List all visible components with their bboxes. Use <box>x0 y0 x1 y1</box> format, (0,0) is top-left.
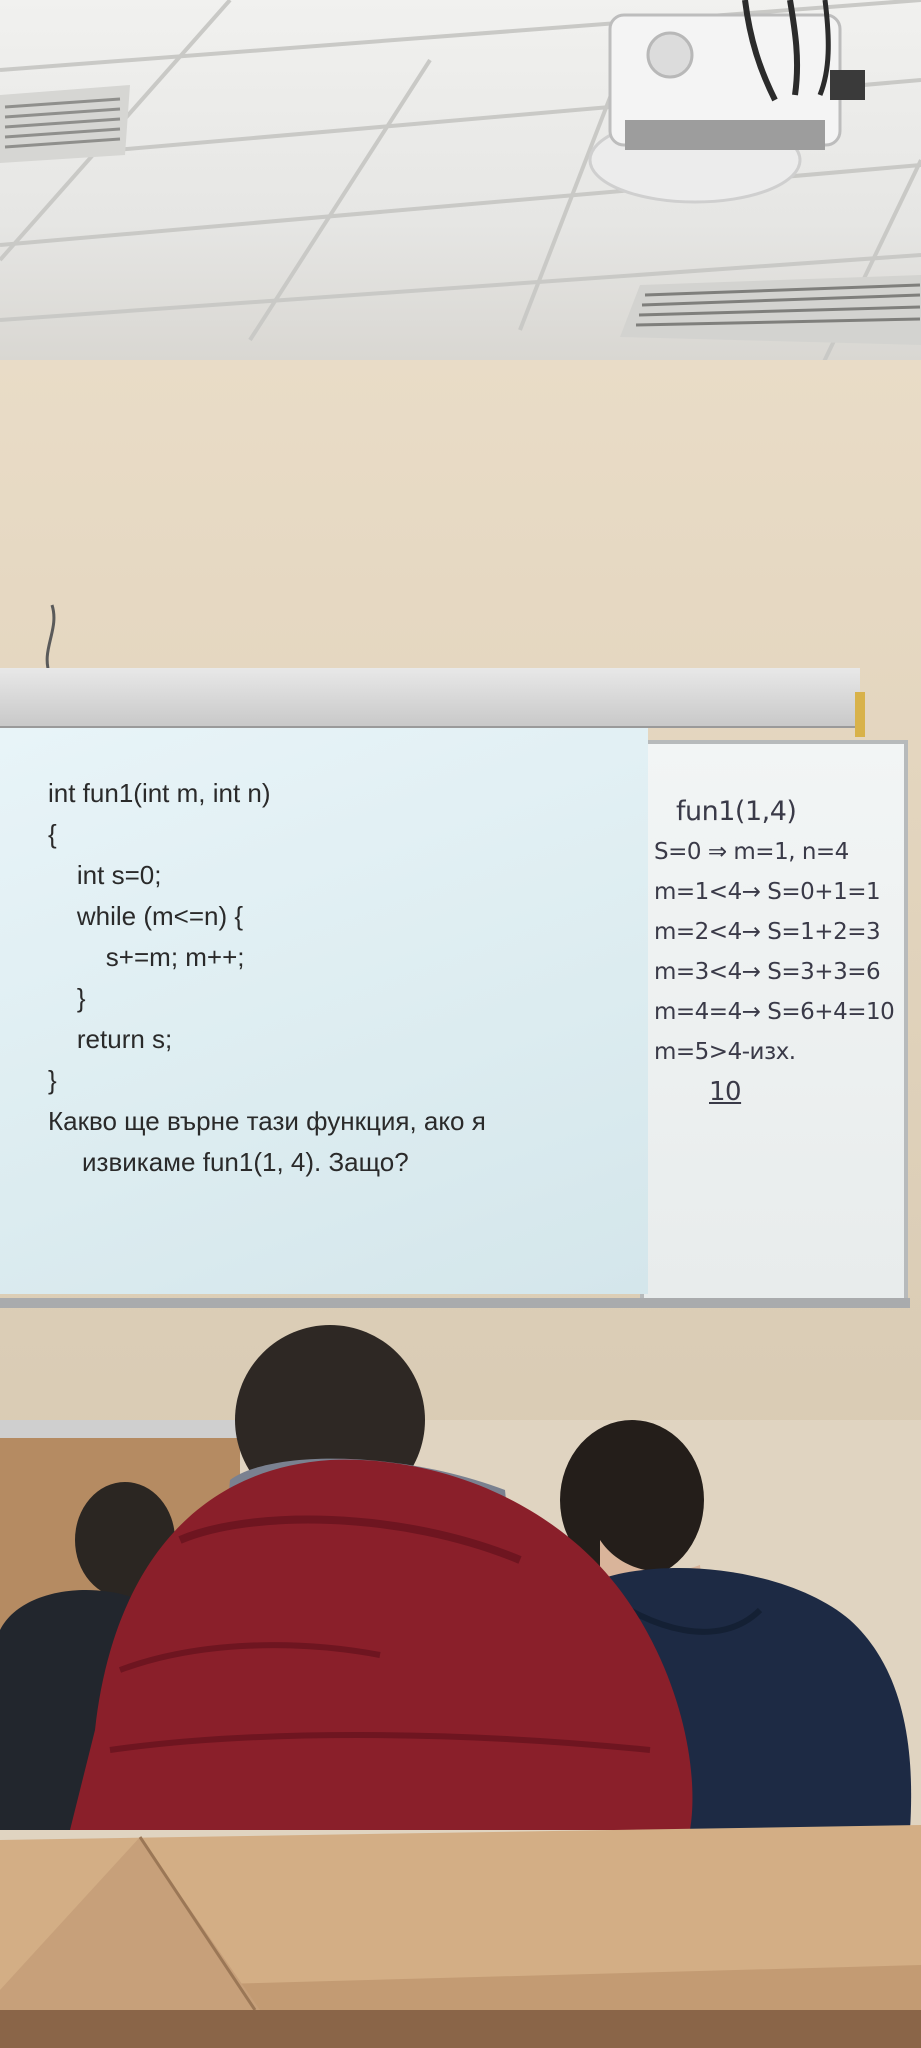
whiteboard <box>640 740 908 1305</box>
whiteboard-answer: 10 <box>709 1077 742 1107</box>
code-line: } <box>48 1065 57 1095</box>
projector <box>545 0 921 210</box>
students <box>0 1310 921 1870</box>
code-line: s+=m; m++; <box>48 942 245 972</box>
whiteboard-line: m=5>4-изх. <box>654 1039 796 1065</box>
screen-housing <box>0 668 860 728</box>
desk-top <box>0 1815 921 2048</box>
student-center <box>70 1325 692 1830</box>
code-line: { <box>48 819 57 849</box>
air-vent-right <box>620 275 921 350</box>
projected-slide <box>0 728 648 1294</box>
whiteboard-line: S=0 ⇒ m=1, n=4 <box>654 839 849 865</box>
code-line: return s; <box>48 1024 173 1054</box>
code-line: } <box>48 983 86 1013</box>
whiteboard-line: m=4=4→ S=6+4=10 <box>654 999 895 1025</box>
board-tray <box>0 1298 910 1308</box>
code-block <box>48 773 486 1183</box>
whiteboard-line: m=1<4→ S=0+1=1 <box>654 879 881 905</box>
code-line: int fun1(int m, int n) <box>48 778 271 808</box>
whiteboard-line: m=2<4→ S=1+2=3 <box>654 919 881 945</box>
code-line: int s=0; <box>48 860 162 890</box>
whiteboard-notes <box>654 792 894 1112</box>
code-line: while (m<=n) { <box>48 901 244 931</box>
whiteboard-line: m=3<4→ S=3+3=6 <box>654 959 881 985</box>
ceiling <box>0 0 921 370</box>
question-line: Какво ще върне тази функция, ако я <box>48 1106 486 1136</box>
screen-endcap <box>855 692 865 737</box>
question-line: извикаме fun1(1, 4). Защо? <box>82 1147 409 1177</box>
air-vent-left <box>0 85 130 165</box>
whiteboard-line: fun1(1,4) <box>676 796 797 827</box>
